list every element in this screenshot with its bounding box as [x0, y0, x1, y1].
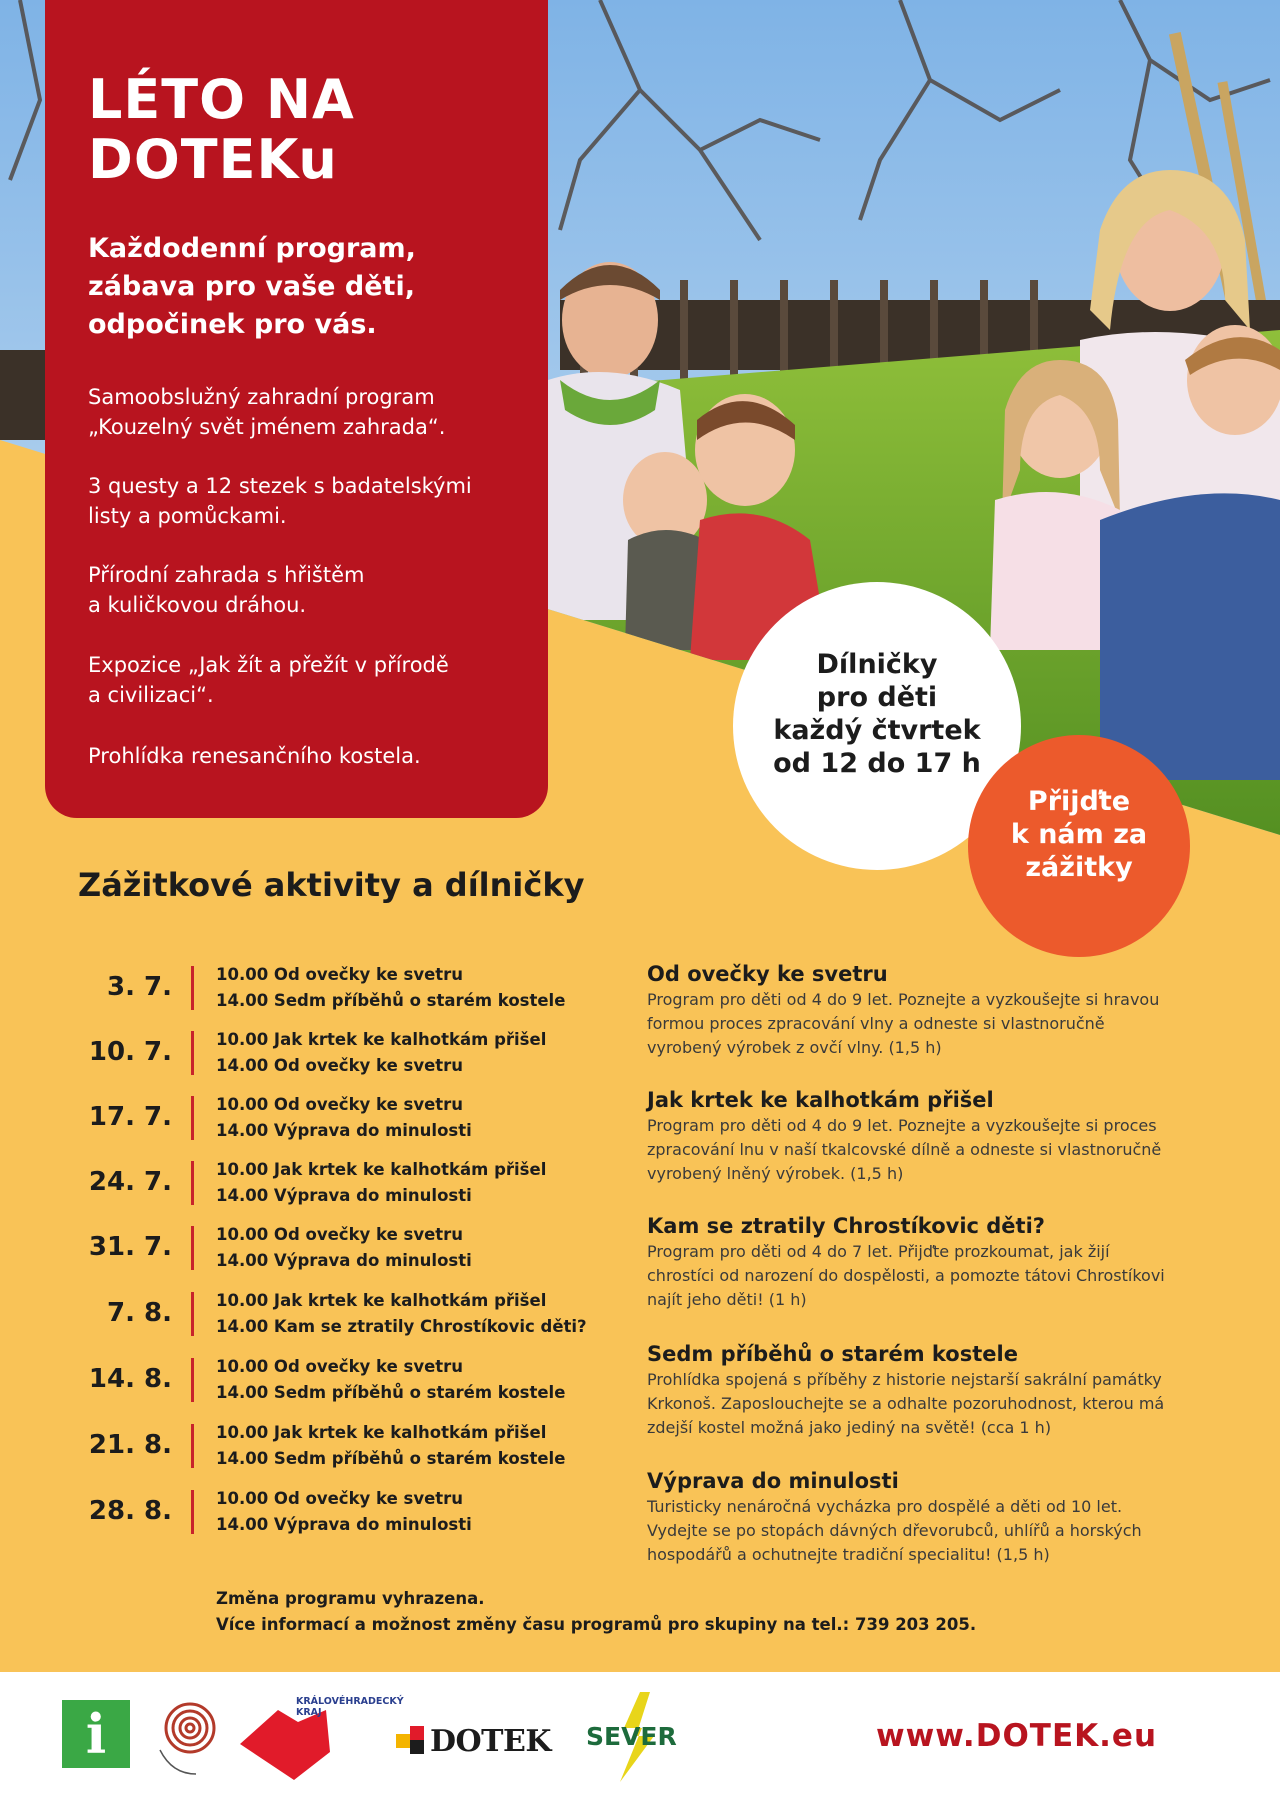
schedule-items [216, 1222, 636, 1274]
schedule-items [216, 1288, 636, 1340]
workshop-badge-line: pro děti [816, 682, 938, 713]
kraj-logo-text [296, 1696, 406, 1718]
panel-paragraph-1 [88, 382, 518, 442]
kraj-logo-line: KRAJ [296, 1707, 322, 1718]
program-text-line: Turisticky nenáročná vycházka pro dospělé a děti od 10 let. [647, 1497, 1123, 1516]
schedule-items [216, 1092, 636, 1144]
panel-paragraph-5 [88, 741, 518, 771]
panel-paragraph-4 [88, 650, 518, 710]
schedule-item: 14.00 Od ovečky ke svetru [216, 1056, 464, 1075]
info-logo [62, 1700, 130, 1768]
program-title: Kam se ztratily Chrostíkovic děti? [647, 1214, 1045, 1238]
invite-badge-line: zážitky [1025, 852, 1133, 883]
panel-paragraph-line: Prohlídka renesančního kostela. [88, 744, 421, 768]
sever-logo [584, 1692, 684, 1782]
program-text [647, 1240, 1217, 1312]
invite-badge [968, 735, 1190, 957]
program-text-line: Program pro děti od 4 do 7 let. Přijďte prozkoumat, jak žijí [647, 1242, 1110, 1261]
schedule-row [70, 1288, 610, 1344]
schedule-item: 10.00 Od ovečky ke svetru [216, 1095, 464, 1114]
schedule-item: 10.00 Jak krtek ke kalhotkám přišel [216, 1291, 547, 1310]
program-text-line: Prohlídka spojená s příběhy z historie nejstarší sakrální památky [647, 1370, 1162, 1389]
subtitle-line3: odpočinek pro vás. [88, 309, 377, 340]
program-description [647, 1086, 1217, 1186]
program-text-line: Krkonoš. Zaposlouchejte se a odhalte pozoruhodnost, kterou má [647, 1394, 1165, 1413]
schedule-date: 17. 7. [88, 1102, 172, 1132]
program-text-line: Program pro děti od 4 do 9 let. Poznejte a vyzkoušejte si proces [647, 1116, 1157, 1135]
schedule-item: 10.00 Od ovečky ke svetru [216, 965, 464, 984]
schedule-item: 14.00 Sedm příběhů o starém kostele [216, 1449, 566, 1468]
schedule-items [216, 962, 636, 1014]
program-text-line: hospodářů a ochutnejte tradiční specialitu! (1,5 h) [647, 1545, 1050, 1564]
program-description [647, 960, 1217, 1060]
schedule-row [70, 1486, 610, 1542]
workshop-badge-line: Dílničky [816, 649, 938, 680]
section-heading: Zážitkové aktivity a dílničky [78, 866, 585, 904]
schedule-divider [191, 1490, 194, 1534]
notes-line: Více informací a možnost změny času programů pro skupiny na tel.: 739 203 205. [216, 1615, 977, 1634]
dotek-logo-text: DOTEK [430, 1724, 551, 1759]
main-title-line1: LÉTO NA [88, 68, 355, 131]
schedule-date: 10. 7. [88, 1037, 172, 1067]
schedule-date: 7. 8. [107, 1298, 172, 1328]
schedule-item: 10.00 Jak krtek ke kalhotkám přišel [216, 1030, 547, 1049]
schedule-item: 14.00 Výprava do minulosti [216, 1121, 472, 1140]
panel-paragraph-line: Expozice „Jak žít a přežít v přírodě [88, 653, 449, 677]
schedule-divider [191, 966, 194, 1010]
schedule-row [70, 962, 610, 1018]
schedule-item: 14.00 Výprava do minulosti [216, 1186, 472, 1205]
schedule-divider [191, 1161, 194, 1205]
schedule-item: 10.00 Od ovečky ke svetru [216, 1357, 464, 1376]
schedule-date: 28. 8. [88, 1496, 172, 1526]
dotek-squares-icon [394, 1722, 428, 1762]
program-title: Sedm příběhů o starém kostele [647, 1342, 1018, 1366]
schedule-item: 10.00 Od ovečky ke svetru [216, 1225, 464, 1244]
program-title: Jak krtek ke kalhotkám přišel [647, 1088, 994, 1112]
schedule-items [216, 1354, 636, 1406]
program-text [647, 988, 1217, 1060]
schedule-item: 14.00 Sedm příběhů o starém kostele [216, 1383, 566, 1402]
intro-panel [45, 0, 548, 818]
schedule-date: 3. 7. [107, 972, 172, 1002]
schedule-divider [191, 1096, 194, 1140]
schedule-item: 14.00 Výprava do minulosti [216, 1251, 472, 1270]
program-text-line: formou proces zpracování vlny a odneste si vlastnoručně [647, 1014, 1105, 1033]
program-description [647, 1467, 1217, 1567]
notes-line: Změna programu vyhrazena. [216, 1589, 485, 1608]
panel-paragraph-3 [88, 560, 518, 620]
schedule-items [216, 1157, 636, 1209]
panel-paragraph-2 [88, 471, 518, 531]
schedule-row [70, 1222, 610, 1278]
subtitle-line2: zábava pro vaše děti, [88, 271, 415, 302]
schedule-items [216, 1420, 636, 1472]
schedule-item: 10.00 Od ovečky ke svetru [216, 1489, 464, 1508]
schedule-divider [191, 1031, 194, 1075]
program-description [647, 1340, 1217, 1440]
schedule-divider [191, 1424, 194, 1468]
panel-paragraph-line: 3 questy a 12 stezek s badatelskými [88, 474, 472, 498]
panel-paragraph-line: Přírodní zahrada s hřištěm [88, 563, 365, 587]
main-title-line2: DOTEKu [88, 128, 338, 191]
program-text-line: chrostíci od narození do dospělosti, a pomozte tátovi Chrostíkovi [647, 1266, 1165, 1285]
schedule-item: 10.00 Jak krtek ke kalhotkám přišel [216, 1423, 547, 1442]
schedule-item: 14.00 Sedm příběhů o starém kostele [216, 991, 566, 1010]
kraj-logo-line: KRÁLOVÉHRADECKÝ [296, 1696, 404, 1707]
schedule-divider [191, 1358, 194, 1402]
workshop-badge-line: každý čtvrtek [773, 715, 981, 746]
program-title: Výprava do minulosti [647, 1469, 899, 1493]
invite-badge-line: k nám za [1010, 819, 1148, 850]
program-text [647, 1368, 1217, 1440]
program-text-line: najít jeho děti! (1 h) [647, 1290, 807, 1309]
schedule-date: 24. 7. [88, 1167, 172, 1197]
schedule-item: 10.00 Jak krtek ke kalhotkám přišel [216, 1160, 547, 1179]
schedule-row [70, 1027, 610, 1083]
program-text [647, 1114, 1217, 1186]
program-text-line: zdejší kostel možná jako jediný na světě! (cca 1 h) [647, 1418, 1052, 1437]
schedule-row [70, 1092, 610, 1148]
info-icon: i [85, 1702, 107, 1766]
panel-paragraph-line: a kuličkovou dráhou. [88, 593, 307, 617]
schedule-date: 14. 8. [88, 1364, 172, 1394]
program-text-line: zpracování lnu v naší tkalcovské dílně a odneste si vlastnoručně [647, 1140, 1162, 1159]
dotek-logo [394, 1722, 564, 1762]
panel-paragraph-line: listy a pomůckami. [88, 504, 287, 528]
schedule-item: 14.00 Kam se ztratily Chrostíkovic děti? [216, 1317, 587, 1336]
website-link[interactable]: www.DOTEK.eu [876, 1718, 1158, 1754]
program-title: Od ovečky ke svetru [647, 962, 888, 986]
program-text-line: Vydejte se po stopách dávných dřevorubců, uhlířů a horských [647, 1521, 1142, 1540]
notes [216, 1586, 976, 1638]
kraj-logo [238, 1696, 404, 1780]
schedule-row [70, 1354, 610, 1410]
panel-paragraph-line: Samoobslužný zahradní program [88, 385, 435, 409]
schedule-items [216, 1027, 636, 1079]
program-text [647, 1495, 1217, 1567]
main-title [88, 70, 528, 190]
schedule-date: 31. 7. [88, 1232, 172, 1262]
sever-logo-text: SEVER [586, 1722, 677, 1751]
program-text-line: vyrobený lněný výrobek. (1,5 h) [647, 1164, 904, 1183]
schedule-divider [191, 1226, 194, 1270]
panel-paragraph-line: „Kouzelný svět jménem zahrada“. [88, 415, 446, 439]
workshop-badge-line: od 12 do 17 h [773, 748, 981, 779]
invite-badge-line: Přijďte [1027, 786, 1131, 817]
krkonose-logo-icon [152, 1690, 228, 1780]
program-text-line: Program pro děti od 4 do 9 let. Poznejte a vyzkoušejte si hravou [647, 990, 1160, 1009]
program-text-line: vyrobený výrobek z ovčí vlny. (1,5 h) [647, 1038, 942, 1057]
schedule-row [70, 1420, 610, 1476]
subtitle-line1: Každodenní program, [88, 233, 416, 264]
schedule-divider [191, 1292, 194, 1336]
program-description [647, 1212, 1217, 1312]
panel-paragraph-line: a civilizaci“. [88, 683, 214, 707]
schedule-items [216, 1486, 636, 1538]
subtitle [88, 230, 528, 344]
schedule-row [70, 1157, 610, 1213]
schedule-date: 21. 8. [88, 1430, 172, 1460]
schedule-item: 14.00 Výprava do minulosti [216, 1515, 472, 1534]
